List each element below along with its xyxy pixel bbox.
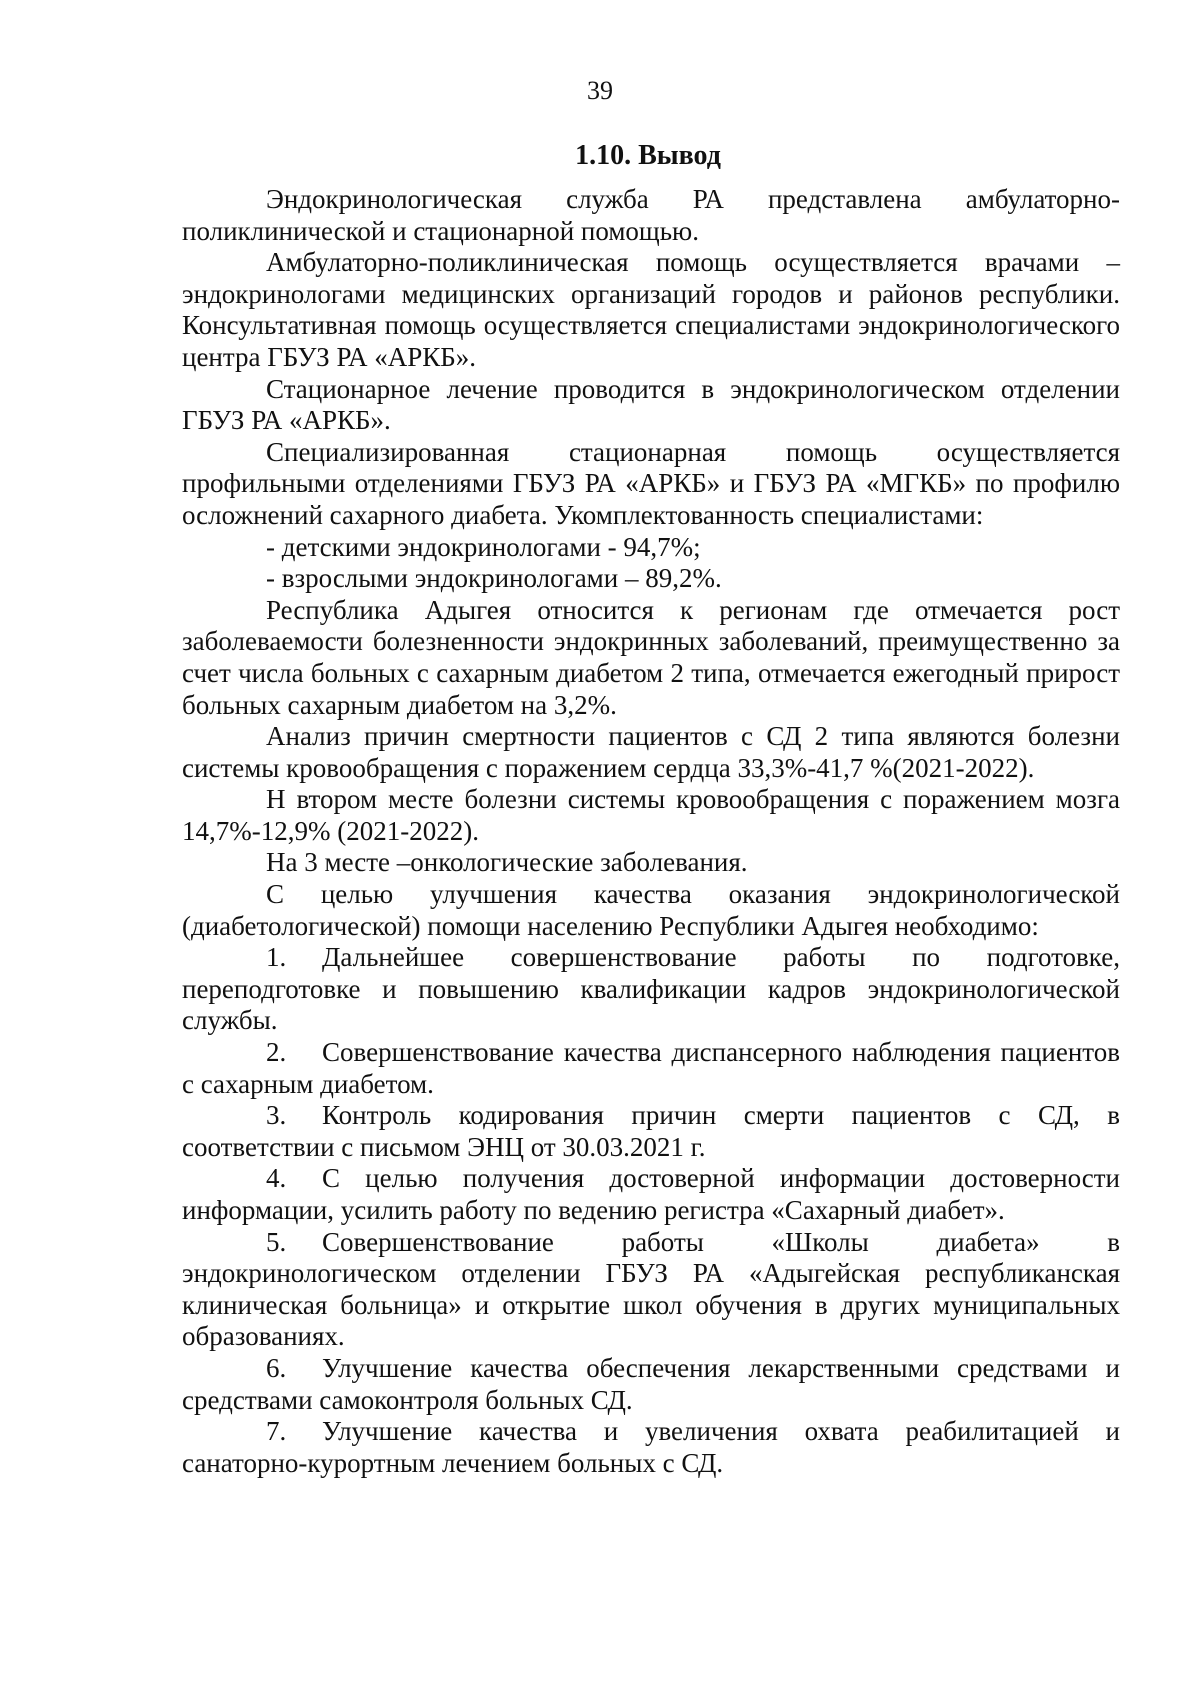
section-heading-text: 1.10. Вывод xyxy=(575,140,721,171)
numbered-item xyxy=(182,1353,1120,1416)
paragraph: Анализ причин смертности пациентов с СД 2 типа являются болезни системы кровообращения с поражением сердца 33,3%-41,7 %(2021-2022). xyxy=(182,721,1120,783)
paragraph: Республика Адыгея относится к регионам где отмечается рост заболеваемости болезненности эндокринных заболеваний, преимущественно за счет числа больных с сахарным диабетом 2 типа, отмечается ежегодный прирост больных сахарным диабетом на 3,2%. xyxy=(182,594,1120,720)
item-number: 5. xyxy=(266,1226,287,1257)
item-text: Совершенствование качества диспансерного наблюдения пациентов с сахарным диабетом. xyxy=(182,1037,1120,1099)
numbered-item xyxy=(182,1100,1120,1163)
paragraph: С целью улучшения качества оказания эндокринологической (диабетологической) помощи населению Республики Адыгея необходимо: xyxy=(182,879,1120,941)
numbered-item xyxy=(182,1416,1120,1479)
page-number: 39 xyxy=(587,76,613,105)
item-text: Совершенствование работы «Школы диабета» в эндокринологическом отделении ГБУЗ РА «Адыгейская республиканская клиническая больница» и открытие школ обучения в других муниципальных образованиях. xyxy=(182,1226,1120,1352)
item-text: Контроль кодирования причин смерти пациентов с СД, в соответствии с письмом ЭНЦ от 30.03.2021 г. xyxy=(182,1100,1120,1162)
paragraph: Эндокринологическая служба РА представлена амбулаторно-поликлинической и стационарной помощью. xyxy=(182,184,1120,246)
item-number: 2. xyxy=(266,1037,287,1068)
item-text: Улучшение качества обеспечения лекарственными средствами и средствами самоконтроля больных СД. xyxy=(182,1352,1120,1415)
section-heading xyxy=(0,140,1200,172)
item-text: С целью получения достоверной информации достоверности информации, усилить работу по ведению регистра «Сахарный диабет». xyxy=(182,1163,1120,1225)
item-number: 4. xyxy=(266,1163,287,1194)
paragraph: Специализированная стационарная помощь осуществляется профильными отделениями ГБУЗ РА «АРКБ» и ГБУЗ РА «МГКБ» по профилю осложнений сахарного диабета. Укомплектованность специалистами: xyxy=(182,436,1120,530)
item-number: 7. xyxy=(266,1416,287,1447)
numbered-item xyxy=(182,942,1120,1037)
paragraph: На 3 месте –онкологические заболевания. xyxy=(266,847,748,878)
item-text: Дальнейшее совершенствование работы по подготовке, переподготовке и повышению квалификации кадров эндокринологической службы. xyxy=(182,942,1120,1036)
body-text xyxy=(182,184,1120,1479)
numbered-item xyxy=(182,1227,1120,1353)
item-number: 1. xyxy=(266,942,287,973)
item-text: Улучшение качества и увеличения охвата реабилитацией и санаторно-курортным лечением больных с СД. xyxy=(182,1416,1120,1478)
list-item: - взрослыми эндокринологами – 89,2%. xyxy=(266,563,722,594)
paragraph: Амбулаторно-поликлиническая помощь осуществляется врачами – эндокринологами медицинских организаций городов и районов республики. Консультативная помощь осуществляется специалистами эндокринологического центра ГБУЗ РА «АРКБ». xyxy=(182,247,1120,372)
item-number: 3. xyxy=(266,1100,287,1131)
item-number: 6. xyxy=(266,1352,287,1383)
numbered-item xyxy=(182,1037,1120,1100)
numbered-item xyxy=(182,1163,1120,1226)
paragraph: Н втором месте болезни системы кровообращения с поражением мозга 14,7%-12,9% (2021-2022). xyxy=(182,784,1120,846)
list-item: - детскими эндокринологами - 94,7%; xyxy=(266,531,701,562)
paragraph: Стационарное лечение проводится в эндокринологическом отделении ГБУЗ РА «АРКБ». xyxy=(182,373,1120,436)
